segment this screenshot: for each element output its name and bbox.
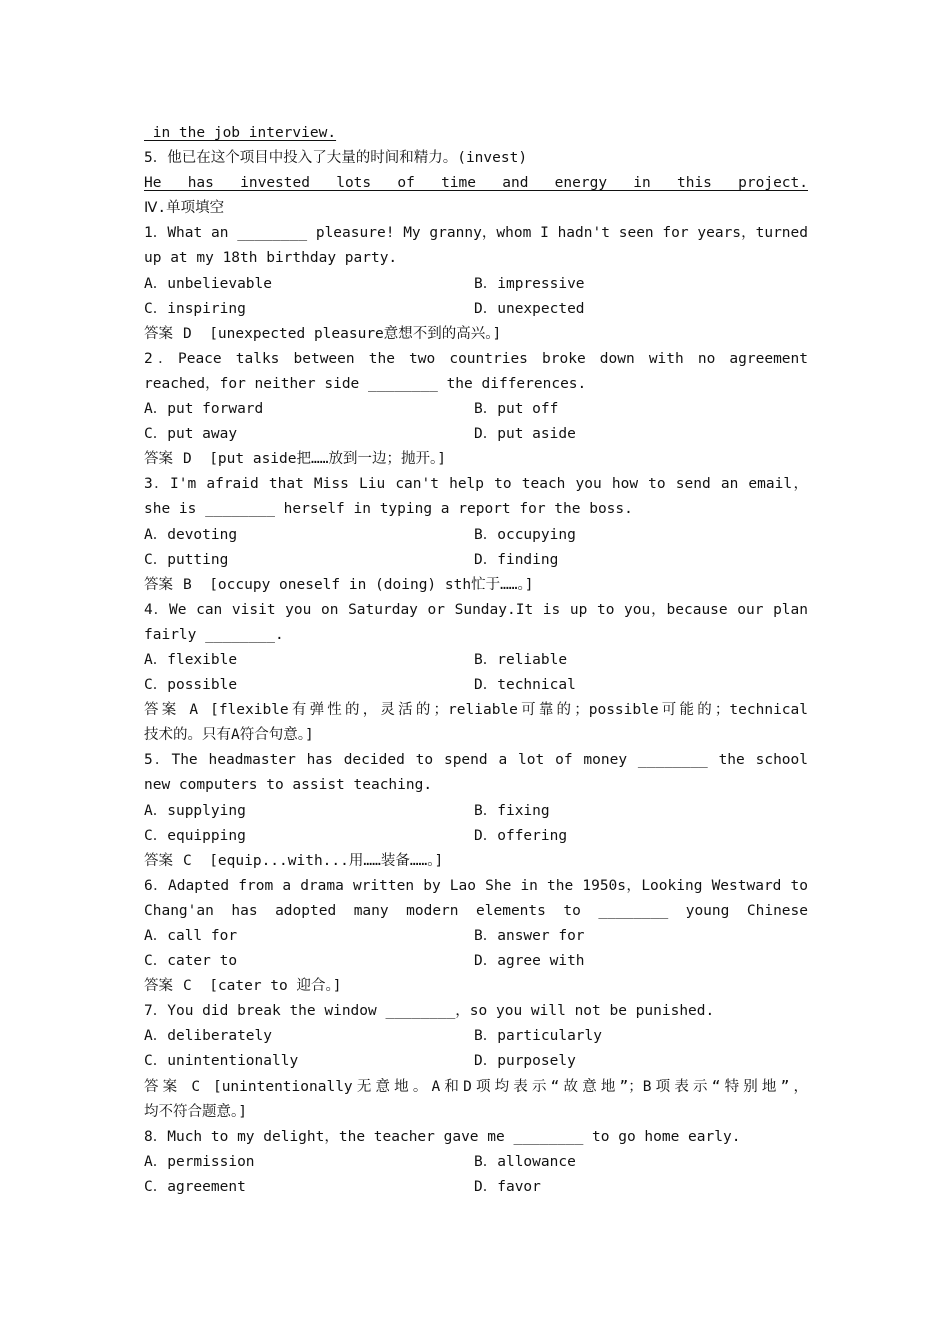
answer-label: 答案 [144, 1078, 182, 1095]
question-text: 4．We can visit you on Saturday or Sunday.It is up to you，because our plan [144, 601, 808, 618]
answer-line [144, 849, 808, 874]
option-b: B．fixing [474, 802, 550, 819]
answer-text: C [equip...with...用……装备……。] [183, 852, 444, 869]
answer-text: C [cater to 迎合。] [183, 978, 342, 995]
answer-text: D [put aside把……放到一边；抛开。] [183, 451, 446, 468]
answer-text: A [flexible有弹性的，灵活的；reliable可靠的；possible可能的；technical [189, 702, 808, 719]
options-row [144, 297, 808, 322]
option-a: A．supplying [144, 802, 246, 819]
options-row [144, 673, 808, 698]
options-row [144, 1175, 808, 1200]
question-text: 6．Adapted from a drama written by Lao She in the 1950s，Looking Westward to [144, 877, 808, 894]
answer-line [144, 974, 808, 999]
options-row [144, 824, 808, 849]
answer-label: 答案 [144, 852, 173, 869]
options-row [144, 949, 808, 974]
question-7 [144, 999, 808, 1124]
option-c: C．cater to [144, 953, 238, 970]
option-c: C．possible [144, 677, 238, 694]
option-d: D．technical [474, 677, 576, 694]
section-title: Ⅳ.单项填空 [144, 200, 225, 217]
question-text: fairly ________. [144, 626, 284, 643]
options-row [144, 397, 808, 422]
option-b: B．answer for [474, 928, 585, 944]
question-4 [144, 598, 808, 749]
question-3 [144, 472, 808, 597]
question-text: 8．Much to my delight，the teacher gave me ________ to go home early. [144, 1128, 741, 1145]
question-text: new computers to assist teaching. [144, 777, 433, 794]
option-c: C．inspiring [144, 300, 246, 317]
option-c: C．unintentionally [144, 1053, 299, 1070]
option-a: A．unbelievable [144, 275, 272, 292]
options-row [144, 924, 808, 949]
question-2 [144, 347, 808, 472]
option-b: B．occupying [474, 526, 576, 543]
answer-line [144, 322, 808, 347]
option-c: C．putting [144, 551, 229, 568]
answer-label: 答案 [144, 325, 173, 342]
answer-text: B [occupy oneself in (doing) sth忙于……。] [183, 576, 534, 593]
option-d: D．unexpected [474, 300, 585, 317]
option-b: B．put off [474, 401, 559, 418]
options-row [144, 1150, 808, 1175]
question-text: 2．Peace talks between the two countries broke down with no agreement [144, 350, 808, 367]
answer-text-continued: 技术的。只有A符合句意。] [144, 727, 314, 744]
option-c: C．agreement [144, 1178, 246, 1195]
answer-line [144, 698, 808, 723]
answer-text-continued: 均不符合题意。] [144, 1103, 247, 1120]
question-text: 3．I'm afraid that Miss Liu can't help to teach you how to send an email， [144, 476, 808, 493]
answer-line [144, 1075, 808, 1100]
option-a: A．put forward [144, 401, 264, 418]
answer-text: C [unintentionally无意地。A和D项均表示“故意地”；B项表示“特别地”， [191, 1078, 808, 1095]
question-text: Chang'an has adopted many modern elements to ________ young Chinese [144, 902, 808, 919]
option-a: A．flexible [144, 651, 238, 668]
question-text: 1．What an ________ pleasure! My granny，whom I hadn't seen for years，turned [144, 225, 808, 242]
question-text: 7．You did break the window ________，so you will not be punished. [144, 1003, 715, 1020]
answer-label: 答案 [144, 702, 180, 719]
option-b: B．allowance [474, 1153, 576, 1170]
options-row [144, 1024, 808, 1049]
options-row [144, 272, 808, 297]
option-d: D．offering [474, 827, 568, 844]
question-1 [144, 221, 808, 346]
question-text: up at my 18th birthday party. [144, 250, 398, 267]
translation-answer: He has invested lots of time and energy in this project. [144, 175, 808, 192]
option-d: D．finding [474, 551, 559, 568]
option-a: A．permission [144, 1153, 255, 1170]
option-c: C．put away [144, 426, 238, 443]
options-row [144, 523, 808, 548]
option-b: B．impressive [474, 275, 585, 292]
option-d: D．purposely [474, 1053, 576, 1070]
answer-label: 答案 [144, 978, 173, 995]
options-row [144, 799, 808, 824]
question-8 [144, 1125, 808, 1200]
option-c: C．equipping [144, 827, 246, 844]
translation-prompt: 5．他已在这个项目中投入了大量的时间和精力。(invest) [144, 150, 528, 167]
question-text: she is ________ herself in typing a report for the boss. [144, 501, 633, 518]
option-d: D．put aside [474, 426, 576, 443]
option-b: B．reliable [474, 651, 568, 668]
answer-text: D [unexpected pleasure意想不到的高兴。] [183, 325, 502, 342]
answer-line [144, 447, 808, 472]
option-a: A．deliberately [144, 1028, 272, 1045]
option-a: A．devoting [144, 526, 238, 543]
sentence-fragment: in the job interview. [144, 125, 337, 141]
question-text: 5．The headmaster has decided to spend a lot of money ________ the school [144, 752, 808, 769]
option-d: D．favor [474, 1178, 541, 1195]
answer-line [144, 573, 808, 598]
answer-label: 答案 [144, 451, 173, 468]
options-row [144, 422, 808, 447]
options-row [144, 548, 808, 573]
question-5 [144, 748, 808, 873]
question-text: reached，for neither side ________ the differences. [144, 375, 587, 392]
options-row [144, 1049, 808, 1074]
page-content [144, 121, 808, 1200]
answer-label: 答案 [144, 576, 173, 593]
options-row [144, 648, 808, 673]
question-6 [144, 874, 808, 999]
option-d: D．agree with [474, 953, 585, 970]
option-a: A．call for [144, 928, 238, 944]
option-b: B．particularly [474, 1028, 602, 1045]
